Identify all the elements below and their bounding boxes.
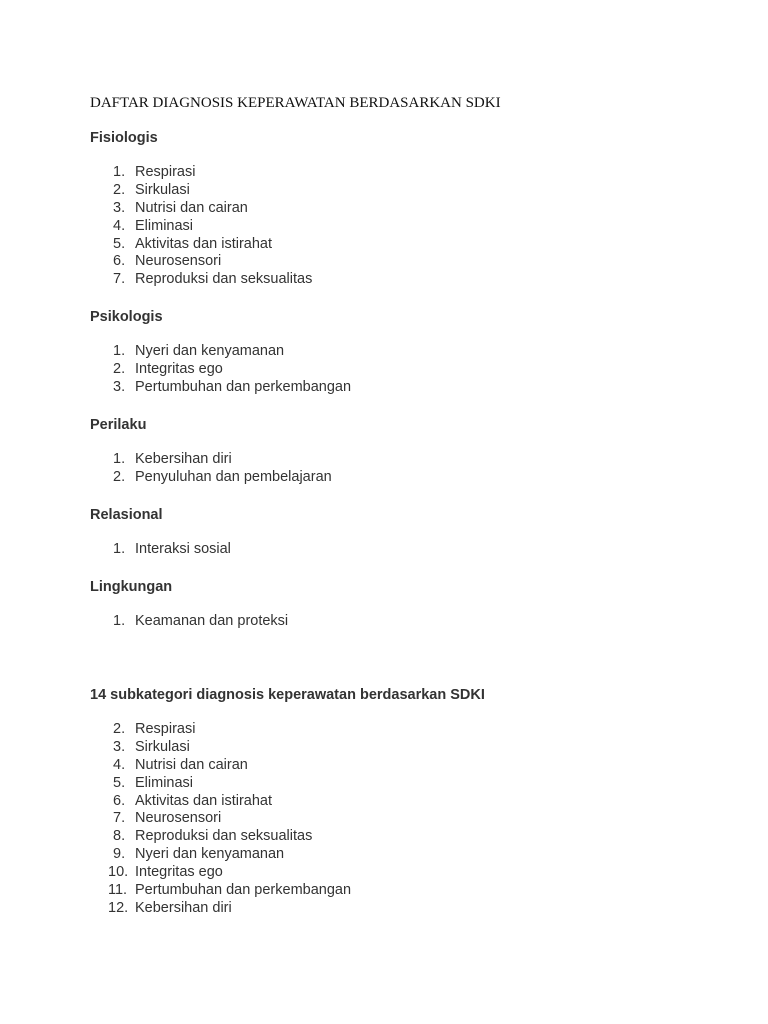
list-item-text: Nyeri dan kenyamanan <box>135 343 285 359</box>
list-item-text: Neurosensori <box>135 253 222 270</box>
list-item-text: Interaksi sosial <box>135 541 231 557</box>
list-perilaku <box>108 451 332 487</box>
list-item <box>108 343 351 361</box>
list-item <box>108 613 288 631</box>
list-item-text: Respirasi <box>135 164 196 180</box>
list-item-number: 4. <box>113 756 126 773</box>
list-item-text: Reproduksi dan seksualitas <box>135 271 313 288</box>
list-item-number: 1. <box>113 613 126 629</box>
section-heading-fisiologis: Fisiologis <box>90 130 158 146</box>
list-item <box>108 900 351 918</box>
section-heading-relasional: Relasional <box>90 507 163 523</box>
list-item-text: Eliminasi <box>135 217 194 234</box>
list-lingkungan <box>108 613 288 631</box>
list-psikologis <box>108 343 351 397</box>
list-item-text: Kebersihan diri <box>135 451 232 467</box>
list-item <box>108 451 332 469</box>
list-item <box>108 810 351 828</box>
list-item <box>108 469 332 487</box>
section-heading-perilaku: Perilaku <box>90 417 147 433</box>
list-item-number: 3. <box>113 199 126 216</box>
list-item-text: Aktivitas dan istirahat <box>135 792 273 809</box>
list-item <box>108 846 351 864</box>
list-item-text: Penyuluhan dan pembelajaran <box>135 468 332 485</box>
list-item-number: 11. <box>108 882 128 899</box>
list-item-number: 1. <box>113 541 126 557</box>
list-item-number: 12. <box>108 899 129 916</box>
list-item <box>108 271 312 289</box>
list-item <box>108 541 231 559</box>
list-item-number: 1. <box>113 343 126 359</box>
list-item-number: 10. <box>108 864 129 881</box>
list-item-number: 2. <box>113 721 126 737</box>
list-item <box>108 361 351 379</box>
list-subkategori <box>108 721 351 918</box>
list-item-text: Nutrisi dan cairan <box>135 756 248 773</box>
list-item-number: 3. <box>113 738 126 755</box>
list-item-number: 2. <box>113 360 126 377</box>
list-item <box>108 721 351 739</box>
list-item-number: 6. <box>113 253 126 270</box>
list-item-text: Aktivitas dan istirahat <box>135 235 273 252</box>
list-item <box>108 828 351 846</box>
list-item-text: Sirkulasi <box>135 181 190 198</box>
list-item-text: Keamanan dan proteksi <box>135 613 289 629</box>
list-item <box>108 757 351 775</box>
list-item-number: 2. <box>113 181 126 198</box>
list-item <box>108 775 351 793</box>
list-item-text: Nutrisi dan cairan <box>135 199 248 216</box>
list-item <box>108 236 312 254</box>
document-title: DAFTAR DIAGNOSIS KEPERAWATAN BERDASARKAN SDKI <box>90 95 501 111</box>
list-item <box>108 882 351 900</box>
section-heading-psikologis: Psikologis <box>90 309 163 325</box>
list-item-text: Pertumbuhan dan perkembangan <box>135 882 352 899</box>
list-item-number: 5. <box>113 774 126 791</box>
list-item <box>108 182 312 200</box>
list-item <box>108 379 351 397</box>
list-item-number: 7. <box>113 271 126 288</box>
list-item <box>108 739 351 757</box>
list-item-text: Eliminasi <box>135 774 194 791</box>
list-item-text: Reproduksi dan seksualitas <box>135 828 313 845</box>
list-item <box>108 218 312 236</box>
list-item <box>108 253 312 271</box>
list-item-number: 9. <box>113 846 126 863</box>
list-item-text: Integritas ego <box>135 360 223 377</box>
list-item-number: 6. <box>113 792 126 809</box>
list-item-text: Neurosensori <box>135 810 222 827</box>
list-item-text: Kebersihan diri <box>135 899 232 916</box>
list-item-text: Respirasi <box>135 721 196 737</box>
list-item <box>108 200 312 218</box>
section-heading-lingkungan: Lingkungan <box>90 579 173 595</box>
list-item-number: 3. <box>113 378 126 395</box>
list-item-number: 7. <box>113 810 126 827</box>
list-item <box>108 793 351 811</box>
section-heading-subkategori: 14 subkategori diagnosis keperawatan berdasarkan SDKI <box>90 687 485 703</box>
list-item-number: 8. <box>113 828 126 845</box>
list-item-number: 2. <box>113 468 126 485</box>
list-item-number: 5. <box>113 235 126 252</box>
list-item-text: Nyeri dan kenyamanan <box>135 846 285 863</box>
list-relasional <box>108 541 231 559</box>
list-item-text: Integritas ego <box>135 864 223 881</box>
list-item-text: Sirkulasi <box>135 738 190 755</box>
list-item <box>108 864 351 882</box>
list-item-number: 1. <box>113 164 126 180</box>
list-item-text: Pertumbuhan dan perkembangan <box>135 378 352 395</box>
list-item-number: 1. <box>113 451 126 467</box>
list-item <box>108 164 312 182</box>
list-fisiologis <box>108 164 312 289</box>
list-item-number: 4. <box>113 217 126 234</box>
